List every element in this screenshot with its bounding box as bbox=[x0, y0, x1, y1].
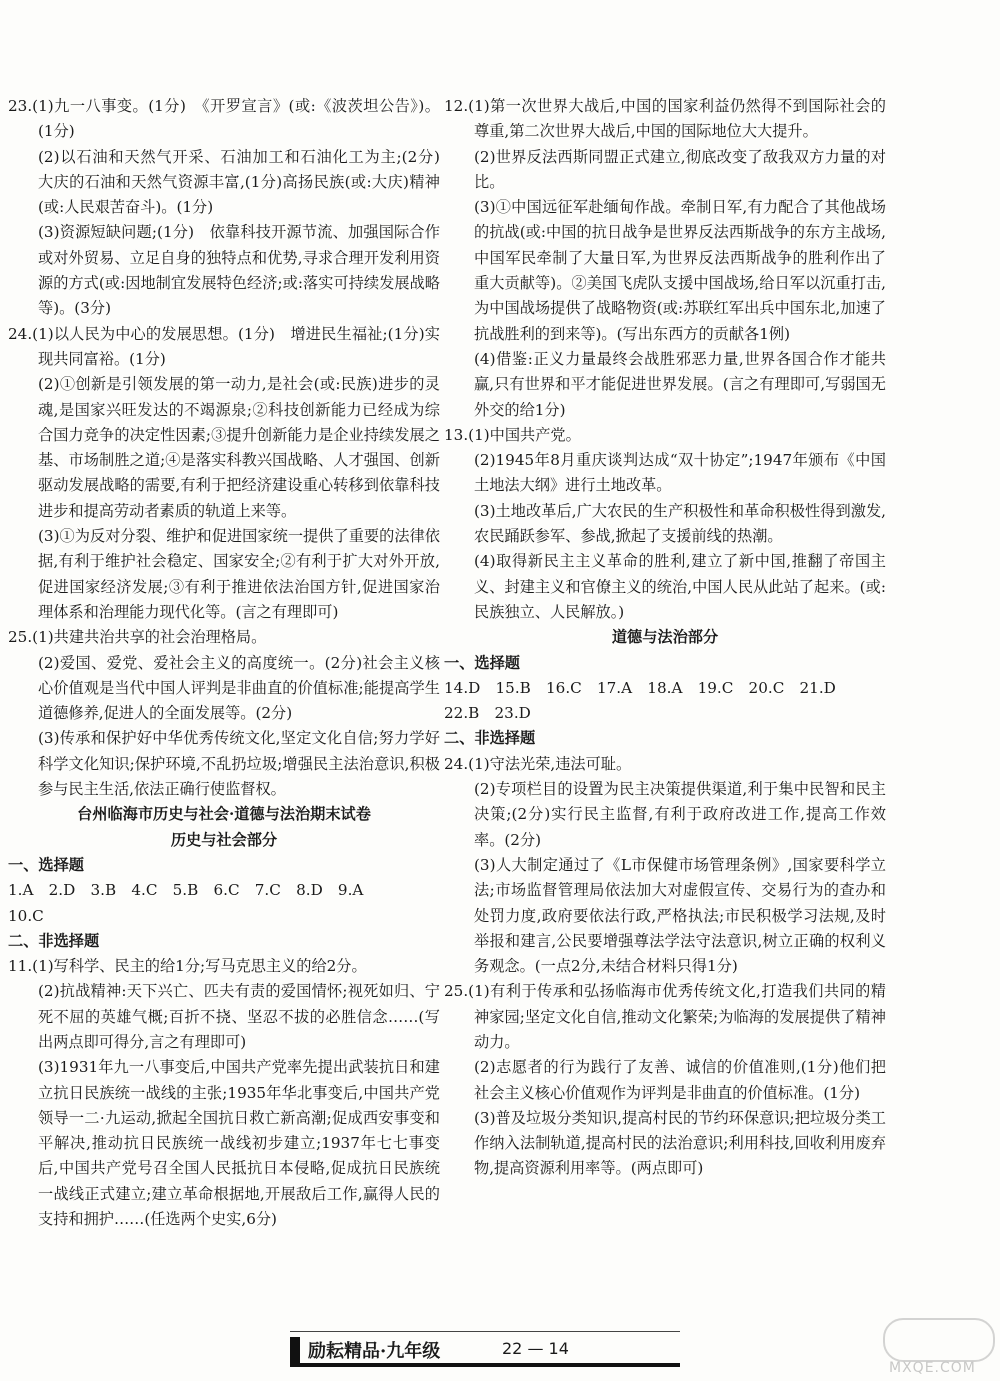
right-paragraph: (2)世界反法西斯同盟正式建立,彻底改变了敌我双方力量的对比。 bbox=[474, 147, 886, 191]
watermark bbox=[883, 1318, 993, 1378]
right-paragraph: (3)人大制定通过了《L市保健市场管理条例》,国家要科学立法;市场监督管理局依法加大对虚假宣传、交易行为的查办和处罚力度,政府要依法行政,严格执法;市民积极学习法规,及时举报和建言,公民要增强尊法学法守法意识,树立正确的权利义务观念。(一点2分,未结合材料只得1分) bbox=[474, 855, 886, 976]
right-paragraph: (4)借鉴:正义力量最终会战胜邪恶力量,世界各国合作才能共赢,只有世界和平才能促进世界发展。(言之有理即可,写弱国无外交的给1分) bbox=[474, 349, 886, 419]
right-paragraph: (4)取得新民主主义革命的胜利,建立了新中国,推翻了帝国主义、封建主义和官僚主义的统治,中国人民从此站了起来。(或:民族独立、人民解放。) bbox=[474, 552, 886, 621]
right-paragraph: (3)普及垃圾分类知识,提高村民的节约环保意识;把垃圾分类工作纳入法制轨道,提高村民的法治意识;利用科技,回收利用废弃物,提高资源利用率等。(两点即可) bbox=[474, 1108, 886, 1178]
left-paragraph: 1.A 2.D 3.B 4.C 5.B 6.C 7.C 8.D 9.A bbox=[8, 881, 364, 900]
right-paragraph: (2)志愿者的行为践行了友善、诚信的价值准则,(1分)他们把社会主义核心价值观作为评判是非曲直的价值标准。(1分) bbox=[474, 1058, 886, 1102]
watermark-seal-icon bbox=[883, 1318, 995, 1362]
page-footer bbox=[290, 1329, 680, 1369]
watermark-url: MXQE.COM bbox=[889, 1360, 976, 1376]
right-paragraph: (2)专项栏目的设置为民主决策提供渠道,利于集中民智和民主决策;(2分)实行民主监督,有利于政府改进工作,提高工作效率。(2分) bbox=[474, 780, 886, 849]
left-column bbox=[8, 94, 456, 1232]
left-paragraph: (3)传承和保护好中华优秀传统文化,坚定文化自信;努力学好科学文化知识;保护环境,不乱扔垃圾;增强民主法治意识,积极参与民主生活,依法正确行使监督权。 bbox=[38, 729, 440, 799]
right-paragraph: (3)①中国远征军赴缅甸作战。牵制日军,有力配合了其他战场的抗战(或:中国的抗日战争是世界反法西斯战争的东方主战场,中国军民牵制了大量日军,为世界反法西斯战争的胜利作出了重大贡献等)。②美国飞虎队支援中国战场,给日军以沉重打击,为中国战场提供了战略物资(或:苏联红军出兵中国东北,加速了抗战胜利的到来等)。(写出东西方的贡献各1例) bbox=[474, 198, 886, 343]
right-paragraph: (2)1945年8月重庆谈判达成“双十协定”;1947年颁布《中国土地法大纲》进行土地改革。 bbox=[474, 451, 886, 495]
right-paragraph: (3)土地改革后,广大农民的生产积极性和革命积极性得到激发,农民踊跃参军、参战,掀起了支援前线的热潮。 bbox=[474, 501, 886, 546]
left-paragraph: (2)①创新是引领发展的第一动力,是社会(或:民族)进步的灵魂,是国家兴旺发达的不竭源泉;②科技创新能力已经成为综合国力竞争的决定性因素;③提升创新能力是企业持续发展之基、市场制胜之道;④是落实科教兴国战略、人才强国、创新驱动发展战略的需要,有利于把经济建设重心转移到依靠科技进步和提高劳动者素质的轨道上来等。 bbox=[38, 375, 440, 520]
left-paragraph: (3)①为反对分裂、维护和促进国家统一提供了重要的法律依据,有利于维护社会稳定、国家安全;②有利于扩大对外开放,促进国家经济发展;③有利于推进依法治国方针,促进国家治理体系和治理能力现代化等。(言之有理即可) bbox=[38, 527, 440, 621]
left-paragraph: (3)1931年九一八事变后,中国共产党率先提出武装抗日和建立抗日民族统一战线的主张;1935年华北事变后,中国共产党领导一二·九运动,掀起全国抗日救亡新高潮;促成西安事变和平解决,推动抗日民族统一战线初步建立;1937年七七事变后,中国共产党号召全国人民抵抗日本侵略,促成抗日民族统一战线正式建立;建立革命根据地,开展敌后工作,赢得人民的支持和拥护……(任选两个史实,6分) bbox=[38, 1058, 440, 1229]
right-paragraph: 22.B 23.D bbox=[444, 704, 531, 723]
right-paragraph: 13.(1)中国共产党。 bbox=[444, 425, 581, 444]
page-number: 22 — 14 bbox=[502, 1339, 569, 1358]
left-paragraph: (2)爱国、爱党、爱社会主义的高度统一。(2分)社会主义核心价值观是当代中国人评判是非曲直的价值标准;能提高学生道德修养,促进人的全面发展等。(2分) bbox=[38, 653, 440, 723]
right-paragraph: 二、非选择题 bbox=[444, 729, 536, 748]
right-paragraph: 12.(1)第一次世界大战后,中国的国家利益仍然得不到国际社会的尊重,第二次世界大战后,中国的国际地位大大提升。 bbox=[444, 97, 886, 141]
left-paragraph: (2)以石油和天然气开采、石油加工和石油化工为主;(2分) 大庆的石油和天然气资源丰富,(1分)高扬民族(或:大庆)精神(或:人民艰苦奋斗)。(1分) bbox=[38, 147, 456, 217]
left-paragraph: 10.C bbox=[8, 906, 44, 925]
footer-title: 励耘精品·九年级 bbox=[308, 1341, 441, 1362]
footer-bottom-bar bbox=[290, 1363, 680, 1367]
right-paragraph: 一、选择题 bbox=[444, 653, 520, 672]
left-paragraph: 二、非选择题 bbox=[8, 931, 100, 950]
right-paragraph: 道德与法治部分 bbox=[611, 628, 719, 647]
left-paragraph: 一、选择题 bbox=[8, 855, 84, 874]
right-column bbox=[444, 94, 886, 1182]
left-paragraph: (2)抗战精神:天下兴亡、匹夫有责的爱国情怀;视死如归、宁死不屈的英雄气概;百折不挠、坚忍不拔的必胜信念……(写出两点即可得分,言之有理即可) bbox=[38, 982, 440, 1051]
footer-rule bbox=[290, 1331, 680, 1332]
left-paragraph: 23.(1)九一八事变。(1分) 《开罗宣言》(或:《波茨坦公告》)。(1分) bbox=[8, 97, 440, 141]
left-paragraph: (3)资源短缺问题;(1分) 依靠科技开源节流、加强国际合作或对外贸易、立足自身的独特点和优势,寻求合理开发利用资源的方式(或:因地制宜发展特色经济;或:落实可持续发展战略等)。(3分) bbox=[38, 223, 440, 318]
left-paragraph: 25.(1)共建共治共享的社会治理格局。 bbox=[8, 628, 267, 647]
left-paragraph: 历史与社会部分 bbox=[170, 830, 278, 849]
right-paragraph: 24.(1)守法光荣,违法可耻。 bbox=[444, 754, 632, 773]
left-paragraph: 台州临海市历史与社会·道德与法治期末试卷 bbox=[77, 805, 371, 824]
left-paragraph: 11.(1)写科学、民主的给1分;写马克思主义的给2分。 bbox=[8, 957, 367, 976]
right-paragraph: 25.(1)有利于传承和弘扬临海市优秀传统文化,打造我们共同的精神家园;坚定文化自信,推动文化繁荣;为临海的发展提供了精神动力。 bbox=[444, 982, 886, 1051]
right-paragraph: 14.D 15.B 16.C 17.A 18.A 19.C 20.C 21.D bbox=[444, 678, 836, 697]
left-paragraph: 24.(1)以人民为中心的发展思想。(1分) 增进民生福祉;(1分)实现共同富裕。(1分) bbox=[8, 324, 440, 368]
